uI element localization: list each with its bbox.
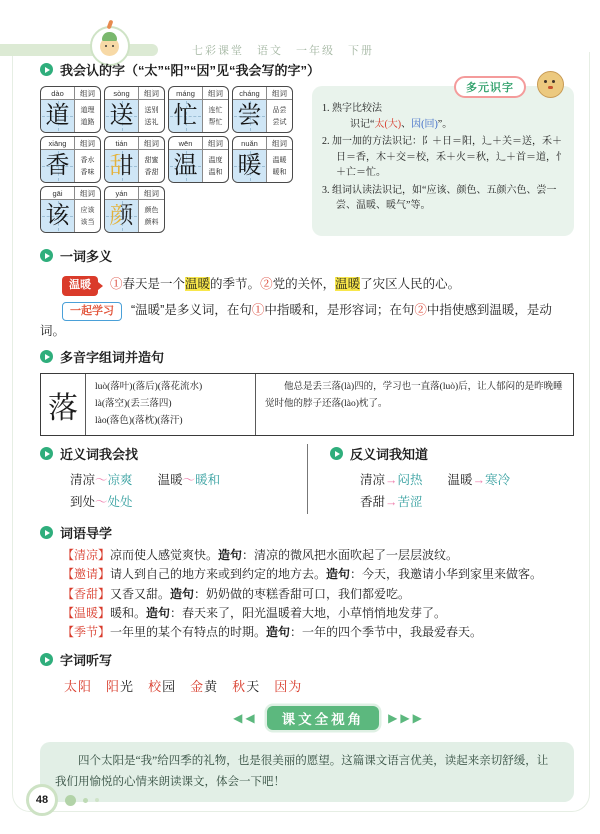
play-bullet-icon xyxy=(330,447,343,460)
guide-entry: 【清凉】凉而使人感觉爽快。造句：清凉的微风把水面吹起了一层层波纹。 xyxy=(62,548,459,563)
example-words xyxy=(139,200,164,232)
pair-line: 香甜→苦涩 xyxy=(360,495,423,510)
char-card xyxy=(40,186,101,233)
example-word: 暖和 xyxy=(272,168,287,176)
zuci-label: 组词 xyxy=(203,87,228,100)
zuci-label: 组词 xyxy=(267,137,292,150)
page-number: 48 xyxy=(26,784,58,816)
play-bullet-icon xyxy=(40,653,53,666)
example-words xyxy=(203,100,228,132)
big-character: 道 xyxy=(45,103,70,129)
pinyin-label: sòng xyxy=(105,87,139,100)
list-item: 2. 加一加的方法识记：阝＋日＝阳，辶＋关＝送，禾＋日＝香，木＋交＝校，禾＋火＝秋，辶＋首＝道，忄＋亡＝忙。 xyxy=(322,136,566,178)
banner-title: 课文全视角 xyxy=(267,706,380,730)
word-guide-section xyxy=(40,523,574,642)
passage-summary-text: 四个太阳是“我”给四季的礼物，也是很美丽的愿望。这篇课文语言优美，读起来亲切舒缓，让我们用愉悦的心情来朗读课文，体会一下吧！ xyxy=(55,755,549,788)
character-grid-cell xyxy=(233,150,267,182)
character-grid-cell xyxy=(105,150,139,182)
polysemy-study-line xyxy=(40,300,574,342)
synonym-antonym-row xyxy=(40,444,574,514)
page-content xyxy=(40,60,574,802)
section-title-text: 字词听写 xyxy=(60,653,113,669)
char-card xyxy=(232,136,293,183)
pinyin-label: tián xyxy=(105,137,139,150)
banner-right-arrows-icon: ▶▶▶ xyxy=(388,711,425,726)
duoyin-sentence: 他总是丢三落(là)四的，学习也一直落(luò)后，让人郁闷的是昨晚睡觉时他的脖子还落(lào)枕了。 xyxy=(265,382,563,410)
guide-entry: 【温暖】暖和。造句：春天来了，阳光温暖着大地，小草悄悄地发芽了。 xyxy=(62,605,447,620)
example-word: 道理 xyxy=(80,106,95,114)
character-grid-cell xyxy=(41,100,75,132)
example-word: 香甜 xyxy=(144,168,159,176)
play-bullet-icon xyxy=(40,447,53,460)
character-grid-cell xyxy=(169,100,203,132)
footer-dot-icon xyxy=(83,798,88,803)
antonym-pairs xyxy=(360,470,574,514)
pinyin-label: yán xyxy=(105,187,139,200)
section-title-word-guide xyxy=(40,523,574,542)
pinyin-label: gāi xyxy=(41,187,75,200)
zuci-label: 组词 xyxy=(75,137,100,150)
zuci-label: 组词 xyxy=(75,87,100,100)
reading-entry: lào(落色)(落枕)(落汗) xyxy=(95,416,183,427)
example-words xyxy=(75,100,100,132)
list-item xyxy=(322,101,566,132)
char-card xyxy=(40,136,101,183)
pinyin-label: xiāng xyxy=(41,137,75,150)
guide-entry: 【香甜】又香又甜。造句：奶奶做的枣糕香甜可口，我们都爱吃。 xyxy=(62,586,411,601)
section-title-dictation xyxy=(40,650,574,669)
zuci-label: 组词 xyxy=(267,87,292,100)
duoyin-table xyxy=(40,373,574,436)
polysemy-sentences: ①春天是一个温暖的季节。②党的关怀，温暖了灾区人民的心。 xyxy=(110,277,461,291)
example-words xyxy=(139,150,164,182)
character-grid-cell xyxy=(105,100,139,132)
zuci-label: 组词 xyxy=(75,187,100,200)
character-grid-cell xyxy=(41,200,75,232)
big-character: 颜 xyxy=(109,203,134,229)
char-card xyxy=(168,136,229,183)
play-bullet-icon xyxy=(40,249,53,262)
zuci-label: 组词 xyxy=(139,87,164,100)
footer-dot-icon xyxy=(65,795,76,806)
example-word: 温度 xyxy=(208,156,223,164)
char-card xyxy=(104,186,165,233)
big-character: 香 xyxy=(45,153,70,179)
example-word: 品尝 xyxy=(272,106,287,114)
section-title-text: 反义词我知道 xyxy=(350,447,429,463)
big-character: 暖 xyxy=(237,153,262,179)
example-word: 送礼 xyxy=(144,118,159,126)
example-words xyxy=(267,150,292,182)
synonyms-column xyxy=(40,444,307,514)
example-word: 帮忙 xyxy=(208,118,223,126)
text-panorama-banner xyxy=(62,706,596,730)
section-title-polysemy xyxy=(40,246,574,265)
play-bullet-icon xyxy=(40,63,53,76)
banner-left-arrows-icon: ◀◀ xyxy=(233,711,258,726)
dictation-words: 太阳 阳光 校园 金黄 秋天 因为 xyxy=(64,679,303,695)
example-words xyxy=(139,100,164,132)
word-badge: 温暖 xyxy=(62,276,98,296)
passage-summary-box xyxy=(40,742,574,801)
polysemy-explanation: “温暖”是多义词，在句①中指暖和，是形容词；在句②中指使感到温暖，是动词。 xyxy=(40,302,552,339)
example-word: 甜蜜 xyxy=(144,156,159,164)
character-grid-cell xyxy=(105,200,139,232)
polysemy-block xyxy=(40,274,574,341)
example-word: 颜料 xyxy=(144,218,159,226)
section-title-text: 近义词我会找 xyxy=(60,447,139,463)
example-words xyxy=(75,200,100,232)
pair-line: 清凉→闷热 温暖→寒冷 xyxy=(360,473,511,488)
list-item: 3. 组词认读法识记，如“应该、颜色、五颜六色、尝一尝、温暖、暖气”等。 xyxy=(322,184,557,211)
pinyin-label: dào xyxy=(41,87,75,100)
section-title-duoyin xyxy=(40,347,574,366)
reading-entry: luò(落叶)(落后)(落花流水) xyxy=(95,382,203,393)
section-title-synonyms xyxy=(40,444,307,463)
char-card xyxy=(168,86,229,133)
example-words xyxy=(203,150,228,182)
header-capsule xyxy=(0,44,158,56)
section-title-text: 词语导学 xyxy=(60,526,113,542)
multi-literacy-box xyxy=(312,82,574,236)
pinyin-label: nuǎn xyxy=(233,137,267,150)
brand-header: 七彩课堂 语文 一年级 下册 xyxy=(192,45,374,57)
example-word: 尝试 xyxy=(272,118,287,126)
bug-mascot-icon xyxy=(537,71,564,98)
zuci-label: 组词 xyxy=(139,137,164,150)
big-character: 温 xyxy=(173,153,198,179)
example-word: 颜色 xyxy=(144,206,159,214)
zuci-label: 组词 xyxy=(203,137,228,150)
example-word: 香味 xyxy=(80,168,95,176)
example-word: 温暖 xyxy=(272,156,287,164)
section-title-antonyms xyxy=(330,444,574,463)
big-character: 该 xyxy=(45,203,70,229)
example-word: 应该 xyxy=(80,206,95,214)
duoyin-character: 落 xyxy=(41,374,86,435)
pair-line: 清凉～凉爽 温暖～暖和 xyxy=(70,473,221,488)
character-grid-cell xyxy=(169,150,203,182)
character-grid-cell xyxy=(233,100,267,132)
character-grid-cell xyxy=(41,150,75,182)
zuci-label: 组词 xyxy=(139,187,164,200)
pinyin-label: cháng xyxy=(233,87,267,100)
example-word: 连忙 xyxy=(208,106,223,114)
example-word: 该当 xyxy=(80,218,95,226)
example-words xyxy=(75,150,100,182)
duoyin-readings xyxy=(86,374,256,435)
word-guide-entries xyxy=(62,546,574,642)
pinyin-label: máng xyxy=(169,87,203,100)
char-card xyxy=(40,86,101,133)
example-words xyxy=(267,100,292,132)
example-word: 送别 xyxy=(144,106,159,114)
multi-literacy-list xyxy=(322,101,566,214)
polysemy-example-line xyxy=(40,274,574,296)
section-title-text: 我会认的字（“太”“阳”“因”见“我会写的字”） xyxy=(60,63,321,78)
duoyin-sentence-cell xyxy=(256,374,573,435)
pair-line: 到处～处处 xyxy=(70,495,133,510)
big-character: 甜 xyxy=(109,153,134,179)
big-character: 忙 xyxy=(173,103,198,129)
play-bullet-icon xyxy=(40,350,53,363)
pinyin-label: wēn xyxy=(169,137,203,150)
study-together-badge: 一起学习 xyxy=(62,302,122,322)
big-character: 送 xyxy=(109,103,134,129)
multi-literacy-badge: 多元识字 xyxy=(454,76,526,98)
section-title-text: 多音字组词并造句 xyxy=(60,350,165,366)
page-footer xyxy=(26,784,99,816)
guide-entry: 【邀请】请人到自己的地方来或到约定的地方去。造句：今天，我邀请小华到家里来做客。 xyxy=(62,567,543,582)
example-word: 香水 xyxy=(80,156,95,164)
big-character: 尝 xyxy=(237,103,262,129)
antonyms-column xyxy=(307,444,574,514)
example-word: 温和 xyxy=(208,168,223,176)
guide-entry: 【季节】一年里的某个有特点的时期。造句：一年的四个季节中，我最爱春天。 xyxy=(62,624,483,639)
literacy-method-1: 1. 熟字比较法 xyxy=(322,103,382,114)
play-bullet-icon xyxy=(40,526,53,539)
example-word: 道路 xyxy=(80,118,95,126)
char-card xyxy=(232,86,293,133)
synonym-pairs xyxy=(70,470,307,514)
char-card xyxy=(104,136,165,183)
section-title-text: 一词多义 xyxy=(60,249,113,264)
reading-entry: là(落空)(丢三落四) xyxy=(95,399,172,410)
char-cards xyxy=(40,86,302,233)
literacy-method-1-detail: 识记“太(大)、因(回)”。 xyxy=(350,118,453,130)
footer-dot-icon xyxy=(95,798,99,802)
char-card xyxy=(104,86,165,133)
